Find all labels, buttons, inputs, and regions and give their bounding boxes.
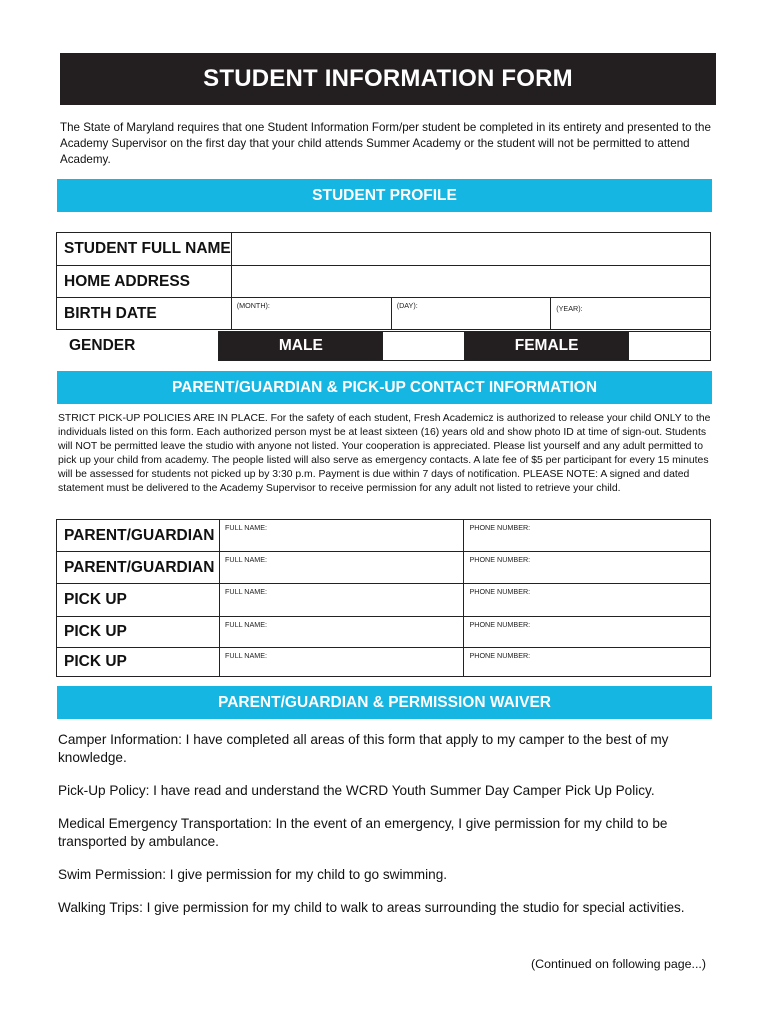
- waiver-camper-information: Camper Information: I have completed all areas of this form that apply to my camper to the best of my knowledge.: [58, 732, 669, 765]
- birth-day-field[interactable]: (DAY):: [391, 298, 551, 330]
- male-label: MALE: [219, 332, 383, 361]
- waiver-heading: PARENT/GUARDIAN & PERMISSION WAIVER: [57, 686, 712, 719]
- waiver-swim-permission: Swim Permission: I give permission for my child to go swimming.: [58, 867, 448, 882]
- waiver-pickup-policy: Pick-Up Policy: I have read and understand the WCRD Youth Summer Day Camper Pick Up Policy.: [58, 783, 655, 798]
- contact-phone-field[interactable]: PHONE NUMBER:: [464, 648, 711, 677]
- contact-row-label: PARENT/GUARDIAN: [57, 552, 220, 584]
- contacts-table: [56, 519, 711, 677]
- gender-table: [56, 331, 711, 361]
- contact-full-name-field[interactable]: FULL NAME:: [219, 648, 463, 677]
- student-full-name-field[interactable]: [231, 233, 710, 266]
- contact-phone-field[interactable]: PHONE NUMBER:: [464, 520, 711, 552]
- contact-row: [57, 617, 711, 648]
- contact-row: [57, 520, 711, 552]
- home-address-label: HOME ADDRESS: [57, 266, 232, 298]
- birth-month-field[interactable]: (MONTH):: [231, 298, 391, 330]
- pickup-policy-text: STRICT PICK-UP POLICIES ARE IN PLACE. For the safety of each student, Fresh Academicz is authorized to release your child ONLY to the individuals listed on this form. Each authorized person myst be at least sixteen (16) years old and show photo ID at time of sign-out. Students will NOT be permitted leave the studio with anyone not listed. Your cooperation is appreciated. Please list yourself and any adult permitted to pick up your child from academy. The people listed will also serve as emergency contacts. A late fee of $5 per participant for every 15 minutes will be assessed for students not picked up by 3:30 p.m. Payment is due within 7 days of notification. PLEASE NOTE: A signed and dated statement must be delivered to the Academy Supervisor to receive permission for any adult not listed to retrieve your child.: [58, 413, 711, 494]
- student-profile-table: [56, 232, 711, 330]
- female-checkbox[interactable]: [629, 332, 711, 361]
- waiver-walking-trips: Walking Trips: I give permission for my child to walk to areas surrounding the studio for special activities.: [58, 900, 685, 915]
- contact-row-label: PICK UP: [57, 617, 220, 648]
- contact-row-label: PICK UP: [57, 648, 220, 677]
- contact-phone-field[interactable]: PHONE NUMBER:: [464, 552, 711, 584]
- contact-full-name-field[interactable]: FULL NAME:: [219, 617, 463, 648]
- contact-row: [57, 552, 711, 584]
- contact-row-label: PICK UP: [57, 584, 220, 617]
- contact-phone-field[interactable]: PHONE NUMBER:: [464, 584, 711, 617]
- contact-full-name-field[interactable]: FULL NAME:: [219, 584, 463, 617]
- birth-date-label: BIRTH DATE: [57, 298, 232, 330]
- contact-phone-field[interactable]: PHONE NUMBER:: [464, 617, 711, 648]
- contact-row: [57, 584, 711, 617]
- contact-full-name-field[interactable]: FULL NAME:: [219, 552, 463, 584]
- student-profile-heading: STUDENT PROFILE: [57, 179, 712, 212]
- birth-year-field[interactable]: (YEAR):: [551, 298, 711, 330]
- contact-full-name-field[interactable]: FULL NAME:: [219, 520, 463, 552]
- male-checkbox[interactable]: [383, 332, 465, 361]
- gender-label: GENDER: [69, 337, 136, 354]
- contact-row: [57, 648, 711, 677]
- contacts-heading: PARENT/GUARDIAN & PICK-UP CONTACT INFORMATION: [57, 371, 712, 404]
- continued-note: (Continued on following page...): [531, 957, 706, 971]
- contact-row-label: PARENT/GUARDIAN: [57, 520, 220, 552]
- home-address-field[interactable]: [231, 266, 710, 298]
- waiver-medical-transport: Medical Emergency Transportation: In the event of an emergency, I give permission for my child to be transported by ambulance.: [58, 816, 668, 849]
- female-label: FEMALE: [465, 332, 629, 361]
- waiver-items: [58, 731, 708, 932]
- form-title: STUDENT INFORMATION FORM: [60, 53, 716, 105]
- student-full-name-label: STUDENT FULL NAME: [57, 233, 232, 266]
- intro-text: The State of Maryland requires that one Student Information Form/per student be completed in its entirety and presented to the Academy Supervisor on the first day that your child attends Summer Academy or the student will not be permitted to attend Academy.: [60, 121, 711, 166]
